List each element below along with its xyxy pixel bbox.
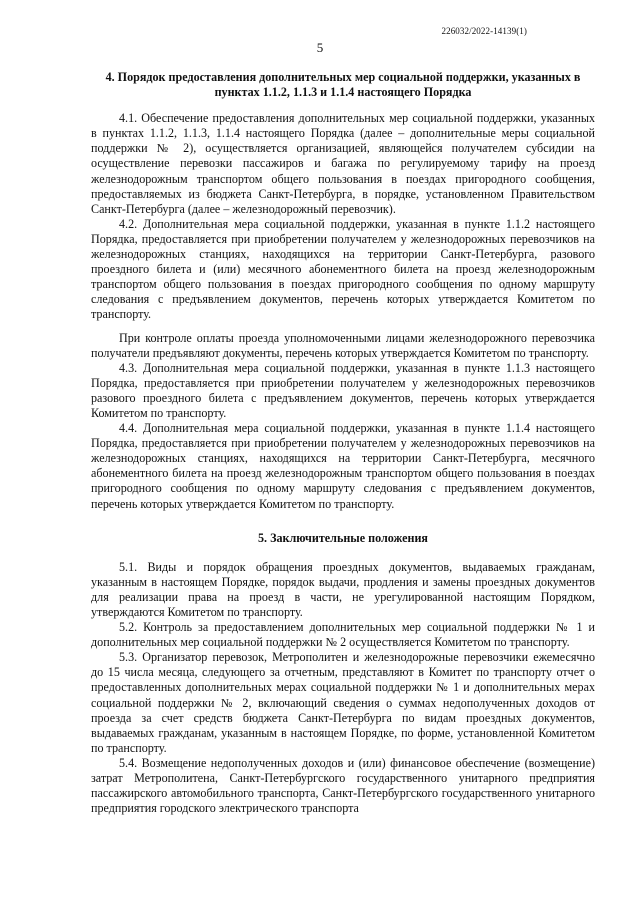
paragraph-4-2: 4.2. Дополнительная мера социальной поддержки, указанная в пункте 1.1.2 настоящего Порядка, предоставляется при приобретении получателем у железнодорожных перевозчиков на железнодорожных станциях, находящихся на территории Санкт-Петербурга, разового проездного билета и (или) месячного абонементного билета на проезд железнодорожным транспортом общего пользования в поездах пригородного сообщения по одному маршруту следования с предъявлением документов, перечень которых утверждается Комитетом по транспорту. — [91, 216, 595, 322]
document-id: 226032/2022-14139(1) — [441, 26, 527, 36]
paragraph-5-3: 5.3. Организатор перевозок, Метрополитен и железнодорожные перевозчики ежемесячно до 15 числа месяца, следующего за отчетным, представляют в Комитет по транспорту отчет о предоставленных дополнительных мерах социальной поддержки № 1 и дополнительных мерах социальной поддержки № 2, включающий сведения о суммах недополученных доходов от проезда за счет средств бюджета Санкт-Петербурга по видам проездных документов, выдаваемых гражданам, указанным в настоящем Порядке, по форме, установленной Комитетом по транспорту. — [91, 650, 595, 755]
document-body — [91, 70, 595, 816]
section-5-title: 5. Заключительные положения — [258, 530, 428, 545]
paragraph-5-1: 5.1. Виды и порядок обращения проездных документов, выдаваемых гражданам, указанным в настоящем Порядке, порядок выдачи, продления и замены проездных документов для реализации права на проезд в части, не урегулированной настоящим Порядком, утверждаются Комитетом по транспорту. — [91, 559, 595, 619]
page-number: 5 — [316, 40, 324, 55]
paragraph-4-2-control: При контроле оплаты проезда уполномоченными лицами железнодорожного перевозчика получатели предъявляют документы, перечень которых утверждается Комитетом по транспорту. — [91, 330, 595, 360]
section-4-title: 4. Порядок предоставления дополнительных мер социальной поддержки, указанных в пунктах 1.1.2, 1.1.3 и 1.1.4 настоящего Порядка — [105, 70, 581, 100]
paragraph-5-4: 5.4. Возмещение недополученных доходов и (или) финансовое обеспечение (возмещение) затрат Метрополитена, Санкт-Петербургского государственного унитарного предприятия пассажирского автомобильного транспорта, Санкт-Петербургского государственного унитарного предприятия городского электрического транспорта — [91, 755, 595, 816]
paragraph-4-3: 4.3. Дополнительная мера социальной поддержки, указанная в пункте 1.1.3 настоящего Порядка, предоставляется при приобретении получателем у железнодорожных перевозчиков разового проездного билета с предъявлением документов, перечень которых утверждается Комитетом по транспорту. — [91, 360, 595, 420]
paragraph-5-2: 5.2. Контроль за предоставлением дополнительных мер социальной поддержки № 1 и дополнительных мер социальной поддержки № 2 осуществляется Комитетом по транспорту. — [91, 620, 595, 650]
paragraph-4-1: 4.1. Обеспечение предоставления дополнительных мер социальной поддержки, указанных в пунктах 1.1.2, 1.1.3, 1.1.4 настоящего Порядка (далее – дополнительные меры социальной поддержки № 2), осуществляется организацией, являющейся получателем субсидии на осуществление перевозки пассажиров и багажа по регулируемому тарифу на проезд железнодорожным транспортом общего пользования в поездах пригородного сообщения, предоставляемых из бюджета Санкт-Петербурга, в порядке, установленном Правительством Санкт-Петербурга (далее – железнодорожный перевозчик). — [91, 111, 595, 216]
paragraph-4-4: 4.4. Дополнительная мера социальной поддержки, указанная в пункте 1.1.4 настоящего Порядка, предоставляется при приобретении получателем у железнодорожных перевозчиков на железнодорожных станциях, находящихся на территории Санкт-Петербурга, месячного абонементного билета на проезд железнодорожным транспортом общего пользования в поездах пригородного сообщения по одному маршруту следования с предъявлением документов, перечень которых утверждается Комитетом по транспорту. — [91, 421, 595, 511]
